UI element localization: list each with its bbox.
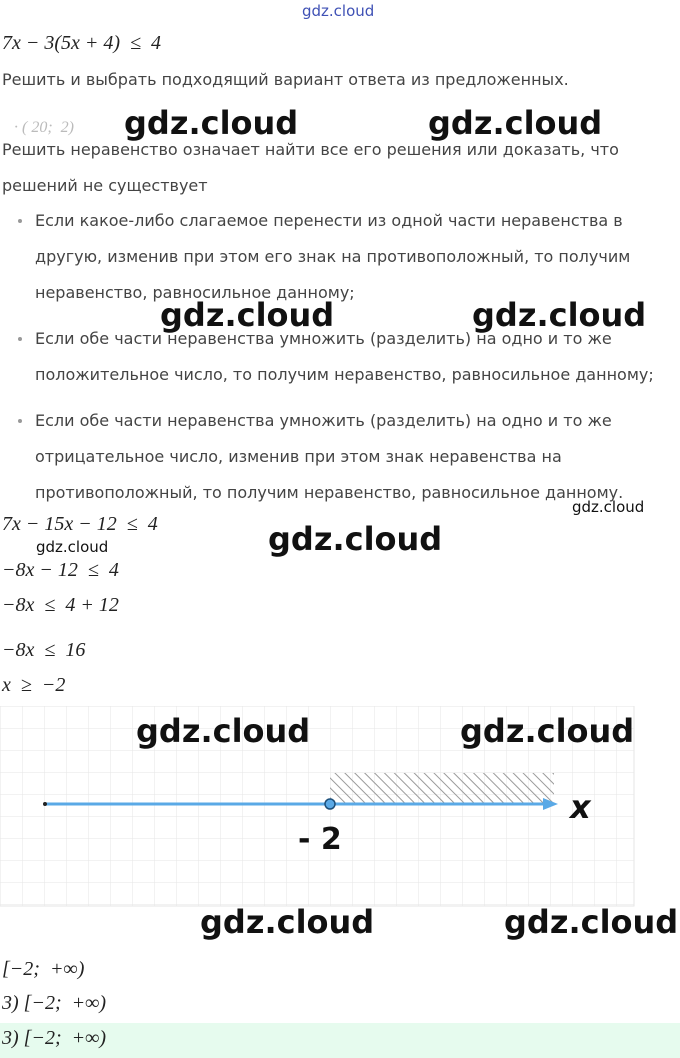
axis-label: x (570, 788, 591, 826)
point-minus-2 (325, 799, 335, 809)
rule-line: неравенство, равносильное данному; (35, 283, 355, 302)
step-3: −8x ≤ 4 + 12 (2, 594, 119, 616)
rule-line: Если обе части неравенства умножить (разделить) на одно и то же (35, 411, 612, 430)
watermark: gdz.cloud (472, 296, 647, 334)
axis-start-dot (43, 802, 47, 806)
watermark: gdz.cloud (160, 296, 335, 334)
rule-item (0, 203, 678, 311)
solution-hatch (330, 773, 554, 803)
watermark: gdz.cloud (504, 903, 679, 941)
watermark: gdz.cloud (136, 712, 311, 750)
watermark: gdz.cloud (124, 104, 299, 142)
rule-line: противоположный, то получим неравенство, равносильное данному. (35, 483, 624, 502)
watermark: gdz.cloud (200, 903, 375, 941)
watermark-small: gdz.cloud (572, 498, 645, 516)
step-4: −8x ≤ 16 (2, 639, 86, 661)
watermark-small: gdz.cloud (36, 538, 109, 556)
final-answer: 3) [−2; +∞) (2, 1027, 107, 1049)
step-5: x ≥ −2 (2, 674, 66, 696)
faded-line: · ( 20; 2) (14, 119, 74, 136)
step-1: 7x − 15x − 12 ≤ 4 (2, 513, 158, 535)
task-expression: 7x − 3(5x + 4) ≤ 4 (2, 32, 162, 54)
rule-line: положительное число, то получим неравенство, равносильное данному; (35, 365, 654, 384)
step-2: −8x − 12 ≤ 4 (2, 559, 119, 581)
point-label: - 2 (298, 822, 342, 857)
task-instruction: Решить и выбрать подходящий вариант ответа из предложенных. (2, 70, 569, 89)
rule-line: отрицательное число, изменив при этом знак неравенства на (35, 447, 562, 466)
rule-line: Если обе части неравенства умножить (разделить) на одно и то же (35, 329, 612, 348)
theory-intro-line-1: Решить неравенство означает найти все его решения или доказать, что (2, 140, 619, 159)
theory-intro-line-2: решений не существует (2, 176, 208, 195)
answer-option: 3) [−2; +∞) (2, 992, 107, 1014)
watermark: gdz.cloud (428, 104, 603, 142)
rule-line: Если какое-либо слагаемое перенести из одной части неравенства в (35, 211, 623, 230)
theory-intro (2, 132, 678, 204)
answer-interval: [−2; +∞) (2, 958, 85, 980)
watermark: gdz.cloud (268, 520, 443, 558)
site-watermark-top: gdz.cloud (302, 2, 375, 20)
rule-item (0, 403, 678, 511)
watermark: gdz.cloud (460, 712, 635, 750)
theory-rules-list (0, 203, 678, 511)
rule-line: другую, изменив при этом его знак на противоположный, то получим (35, 247, 631, 266)
